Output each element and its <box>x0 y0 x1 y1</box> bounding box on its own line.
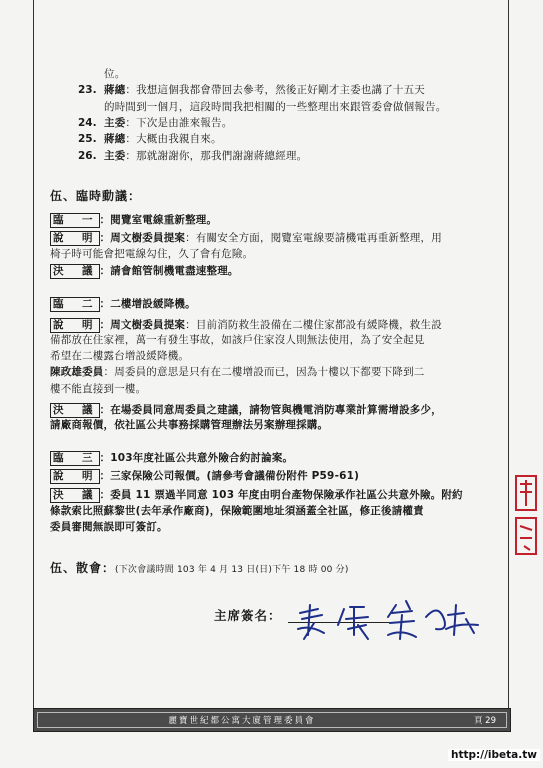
minute-item: 主委：那就謝謝你，那我們謝謝蔣總經理。 <box>104 150 308 162</box>
seal-stamp-icon <box>512 470 540 560</box>
minute-num: 26. <box>78 150 97 162</box>
footer-title: 麗寶世紀都公寓大廈管理委員會 <box>168 716 316 726</box>
motion2-resolution-cont: 請廠商報價，依社區公共事務採購管理辦法另案辦理採購。 <box>50 419 329 431</box>
adjourn-line: 伍、散會：(下次會議時間 103 年 4 月 13 日(日)下午 18 時 00 分) <box>50 561 349 575</box>
minute-item-cont: 的時間到一個月，這段時間我把相關的一些整理出來跟管委會做個報告。 <box>104 101 447 113</box>
motion3-resolution-line2: 條款索比照蘇黎世(去年承作廠商)，保險範圍地址須涵蓋全社區，修正後請權責 <box>50 505 424 517</box>
motion2-chen-comment: 陳政雄委員：周委員的意思是只有在二樓增設而已，因為十樓以下都要下降到二 <box>50 366 425 378</box>
motion2-explain-line3: 希望在二樓露台增設緩降機。 <box>50 350 190 362</box>
motion3-resolution-line3: 委員審閱無誤即可簽訂。 <box>50 521 168 533</box>
motion1-resolution: 決 議 ：請會館管制機電盡速整理。 <box>50 264 239 279</box>
page-footer <box>33 708 511 732</box>
section-title-motions: 伍、臨時動議： <box>50 189 142 203</box>
motion2-heading: 臨 二 ：二樓增設緩降機。 <box>50 297 196 312</box>
motion2-explain-line2: 備都放在住家裡，萬一有發生事故，如該戶住家沒人則無法使用，為了安全起見 <box>50 334 425 346</box>
motion1-explain: 說 明 ：周文樹委員提案：有關安全方面，閱覽室電線要請機電再重新整理，用 <box>50 231 442 246</box>
page-number: 頁 29 <box>473 716 496 726</box>
continuation-text: 位。 <box>104 68 126 80</box>
motion2-resolution: 決 議 ：在場委員同意周委員之建議，請物管與機電消防專業計算需增設多少， <box>50 403 442 418</box>
motion1-heading: 臨 一 ：閱覽室電線重新整理。 <box>50 213 217 228</box>
motion3-explain: 說 明 ：三家保險公司報價。(請參考會議備份附件 P59-61) <box>50 469 359 484</box>
minute-num: 25. <box>78 133 97 145</box>
motion3-heading: 臨 三 ：103年度社區公共意外險合約討論案。 <box>50 451 293 466</box>
motion2-explain: 說 明 ：周文樹委員提案：目前消防救生設備在二樓住家都設有緩降機，救生設 <box>50 318 442 333</box>
minute-item: 蔣總：我想這個我都會帶回去參考，然後正好剛才主委也講了十五天 <box>104 84 426 96</box>
minute-item: 主委：下次是由誰來報告。 <box>104 117 233 129</box>
minute-num: 23. <box>78 84 97 96</box>
motion2-chen-comment-cont: 樓不能直接到一樓。 <box>50 383 147 395</box>
motion1-explain-cont: 椅子時可能會把電線勾住，久了會有危險。 <box>50 248 254 260</box>
right-page-border <box>508 0 509 708</box>
handwritten-signature <box>288 595 488 645</box>
chairman-signature-label: 主席簽名： <box>214 608 282 623</box>
minute-num: 24. <box>78 117 97 129</box>
motion3-resolution: 決 議 ：委員 11 票過半同意 103 年度由明台產物保險承作社區公共意外險。附約 <box>50 488 463 503</box>
minute-item: 蔣總：大概由我親自來。 <box>104 133 222 145</box>
left-page-border <box>33 0 34 708</box>
watermark: http://ibeta.tw <box>448 749 540 761</box>
